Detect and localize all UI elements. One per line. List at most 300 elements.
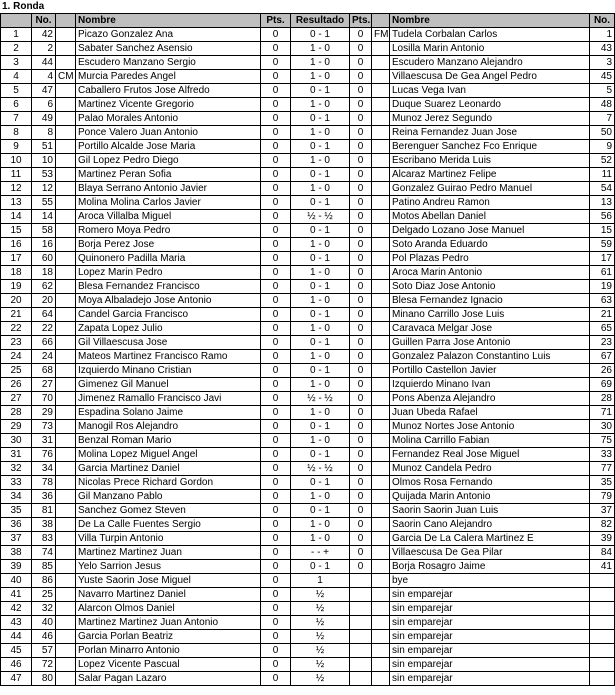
cell-white-pts: 0 [261, 588, 291, 602]
cell-white-pts: 0 [261, 630, 291, 644]
cell-white-no: 51 [32, 140, 56, 154]
cell-black-no: 43 [590, 42, 615, 56]
cell-result: 0 - 1 [291, 84, 350, 98]
cell-board: 6 [1, 98, 32, 112]
cell-result: 0 - 1 [291, 336, 350, 350]
header-title [56, 14, 76, 28]
cell-black-pts [350, 644, 372, 658]
cell-black-pts: 0 [350, 406, 372, 420]
cell-board: 31 [1, 448, 32, 462]
cell-white-no: 14 [32, 210, 56, 224]
cell-black-title [372, 630, 390, 644]
table-row [1, 546, 615, 560]
cell-black-name: sin emparejar [390, 658, 590, 672]
header-pts: Pts. [261, 14, 291, 28]
cell-board: 23 [1, 336, 32, 350]
cell-white-title [56, 588, 76, 602]
header-no2: No. [590, 14, 615, 28]
cell-result: 1 - 0 [291, 322, 350, 336]
cell-white-name: Picazo Gonzalez Ana [76, 28, 261, 42]
cell-result: 1 - 0 [291, 56, 350, 70]
table-row [1, 154, 615, 168]
cell-black-pts: 0 [350, 42, 372, 56]
cell-black-title [372, 98, 390, 112]
cell-board: 18 [1, 266, 32, 280]
cell-white-title [56, 630, 76, 644]
cell-black-pts: 0 [350, 266, 372, 280]
cell-black-title [372, 504, 390, 518]
cell-black-pts: 0 [350, 280, 372, 294]
cell-black-name: Soto Diaz Jose Antonio [390, 280, 590, 294]
cell-black-title [372, 154, 390, 168]
table-row [1, 280, 615, 294]
table-row [1, 392, 615, 406]
cell-board: 42 [1, 602, 32, 616]
cell-white-name: Molina Molina Carlos Javier [76, 196, 261, 210]
cell-black-title [372, 434, 390, 448]
cell-black-no: 28 [590, 392, 615, 406]
cell-result: 1 - 0 [291, 532, 350, 546]
cell-result: ½ [291, 588, 350, 602]
cell-white-name: Sabater Sanchez Asensio [76, 42, 261, 56]
cell-result: ½ - ½ [291, 462, 350, 476]
cell-black-title [372, 350, 390, 364]
cell-black-no: 59 [590, 238, 615, 252]
cell-white-title [56, 378, 76, 392]
cell-black-title [372, 140, 390, 154]
cell-black-name: Saorin Cano Alejandro [390, 518, 590, 532]
cell-black-pts [350, 588, 372, 602]
cell-white-pts: 0 [261, 56, 291, 70]
cell-white-no: 72 [32, 658, 56, 672]
cell-white-no: 57 [32, 644, 56, 658]
cell-white-pts: 0 [261, 336, 291, 350]
cell-white-name: Gil Lopez Pedro Diego [76, 154, 261, 168]
cell-white-title [56, 56, 76, 70]
cell-white-title [56, 154, 76, 168]
cell-black-title [372, 322, 390, 336]
cell-black-pts: 0 [350, 224, 372, 238]
cell-board: 2 [1, 42, 32, 56]
cell-black-pts: 0 [350, 434, 372, 448]
cell-white-title [56, 280, 76, 294]
cell-black-pts: 0 [350, 294, 372, 308]
cell-white-title [56, 644, 76, 658]
cell-white-pts: 0 [261, 518, 291, 532]
cell-black-no: 33 [590, 448, 615, 462]
cell-white-pts: 0 [261, 658, 291, 672]
cell-black-title [372, 196, 390, 210]
cell-white-pts: 0 [261, 252, 291, 266]
cell-white-no: 78 [32, 476, 56, 490]
cell-board: 27 [1, 392, 32, 406]
cell-white-pts: 0 [261, 462, 291, 476]
cell-result: ½ [291, 616, 350, 630]
cell-black-name: sin emparejar [390, 588, 590, 602]
cell-board: 28 [1, 406, 32, 420]
cell-white-pts: 0 [261, 224, 291, 238]
cell-black-pts [350, 602, 372, 616]
cell-white-pts: 0 [261, 476, 291, 490]
cell-black-no: 45 [590, 70, 615, 84]
cell-black-title [372, 560, 390, 574]
cell-white-name: Martinez Peran Sofia [76, 168, 261, 182]
cell-white-pts: 0 [261, 238, 291, 252]
cell-result: 1 - 0 [291, 266, 350, 280]
cell-black-name: Blesa Fernandez Ignacio [390, 294, 590, 308]
cell-board: 14 [1, 210, 32, 224]
table-row [1, 56, 615, 70]
cell-result: ½ [291, 602, 350, 616]
cell-black-name: Escudero Manzano Alejandro [390, 56, 590, 70]
cell-white-title [56, 350, 76, 364]
table-row [1, 308, 615, 322]
cell-white-pts: 0 [261, 490, 291, 504]
cell-white-name: Mateos Martinez Francisco Ramo [76, 350, 261, 364]
table-row [1, 28, 615, 42]
header-row [1, 14, 615, 28]
cell-black-pts: 0 [350, 504, 372, 518]
cell-white-no: 4 [32, 70, 56, 84]
cell-white-name: Espadina Solano Jaime [76, 406, 261, 420]
cell-black-pts: 0 [350, 28, 372, 42]
cell-white-name: Izquierdo Minano Cristian [76, 364, 261, 378]
cell-black-name: Gonzalez Palazon Constantino Luis [390, 350, 590, 364]
cell-black-title [372, 602, 390, 616]
cell-black-name: Munoz Candela Pedro [390, 462, 590, 476]
cell-black-pts: 0 [350, 490, 372, 504]
cell-black-pts: 0 [350, 154, 372, 168]
cell-result: 0 - 1 [291, 168, 350, 182]
cell-board: 9 [1, 140, 32, 154]
cell-black-title [372, 168, 390, 182]
cell-board: 12 [1, 182, 32, 196]
cell-black-name: Guillen Parra Jose Antonio [390, 336, 590, 350]
cell-white-name: Ponce Valero Juan Antonio [76, 126, 261, 140]
cell-black-no [590, 602, 615, 616]
cell-result: 0 - 1 [291, 224, 350, 238]
cell-board: 24 [1, 350, 32, 364]
cell-white-no: 22 [32, 322, 56, 336]
cell-black-no: 15 [590, 224, 615, 238]
cell-white-no: 31 [32, 434, 56, 448]
cell-white-title [56, 266, 76, 280]
cell-white-title [56, 364, 76, 378]
cell-black-name: Soto Aranda Eduardo [390, 238, 590, 252]
cell-board: 43 [1, 616, 32, 630]
cell-white-name: Sanchez Gomez Steven [76, 504, 261, 518]
cell-white-no: 18 [32, 266, 56, 280]
cell-white-title [56, 658, 76, 672]
cell-white-pts: 0 [261, 280, 291, 294]
cell-board: 44 [1, 630, 32, 644]
cell-white-no: 27 [32, 378, 56, 392]
header-title2 [372, 14, 390, 28]
cell-white-pts: 0 [261, 210, 291, 224]
cell-result: 0 - 1 [291, 448, 350, 462]
cell-black-title [372, 308, 390, 322]
header-name2: Nombre [390, 14, 590, 28]
cell-board: 26 [1, 378, 32, 392]
cell-black-name: Minano Carrillo Jose Luis [390, 308, 590, 322]
cell-board: 41 [1, 588, 32, 602]
cell-black-title [372, 294, 390, 308]
cell-black-title [372, 210, 390, 224]
cell-black-title [372, 672, 390, 686]
cell-white-name: Porlan Minarro Antonio [76, 644, 261, 658]
cell-white-name: Alarcon Olmos Daniel [76, 602, 261, 616]
cell-result: 1 - 0 [291, 70, 350, 84]
table-row [1, 112, 615, 126]
cell-black-title [372, 644, 390, 658]
cell-white-no: 2 [32, 42, 56, 56]
cell-black-title [372, 336, 390, 350]
cell-black-pts: 0 [350, 364, 372, 378]
cell-black-pts: 0 [350, 532, 372, 546]
cell-white-no: 83 [32, 532, 56, 546]
cell-board: 25 [1, 364, 32, 378]
cell-white-no: 47 [32, 84, 56, 98]
cell-black-pts: 0 [350, 462, 372, 476]
cell-black-title [372, 224, 390, 238]
cell-white-title [56, 504, 76, 518]
cell-board: 10 [1, 154, 32, 168]
cell-white-no: 60 [32, 252, 56, 266]
cell-white-no: 58 [32, 224, 56, 238]
cell-board: 16 [1, 238, 32, 252]
cell-white-no: 10 [32, 154, 56, 168]
cell-white-name: Benzal Roman Mario [76, 434, 261, 448]
cell-black-no [590, 630, 615, 644]
cell-white-title [56, 196, 76, 210]
table-row [1, 560, 615, 574]
cell-board: 17 [1, 252, 32, 266]
cell-black-title [372, 574, 390, 588]
cell-black-name: Pons Abenza Alejandro [390, 392, 590, 406]
round-title: 1. Ronda [2, 1, 45, 12]
table-row [1, 294, 615, 308]
cell-board: 35 [1, 504, 32, 518]
table-row [1, 644, 615, 658]
cell-black-name: bye [390, 574, 590, 588]
table-row [1, 168, 615, 182]
cell-black-name: Aroca Marin Antonio [390, 266, 590, 280]
cell-white-no: 34 [32, 462, 56, 476]
cell-white-name: Zapata Lopez Julio [76, 322, 261, 336]
cell-black-title [372, 378, 390, 392]
cell-result: 1 - 0 [291, 350, 350, 364]
cell-black-pts: 0 [350, 350, 372, 364]
cell-black-no: 3 [590, 56, 615, 70]
cell-white-name: De La Calle Fuentes Sergio [76, 518, 261, 532]
cell-black-title [372, 252, 390, 266]
header-no: No. [32, 14, 56, 28]
cell-black-pts: 0 [350, 98, 372, 112]
cell-white-no: 12 [32, 182, 56, 196]
header-pts2: Pts. [350, 14, 372, 28]
cell-black-no: 75 [590, 434, 615, 448]
cell-black-title [372, 364, 390, 378]
cell-black-title [372, 420, 390, 434]
cell-black-name: sin emparejar [390, 616, 590, 630]
table-row [1, 266, 615, 280]
cell-result: 0 - 1 [291, 476, 350, 490]
cell-black-pts: 0 [350, 196, 372, 210]
cell-white-pts: 0 [261, 532, 291, 546]
cell-white-title [56, 406, 76, 420]
cell-white-pts: 0 [261, 98, 291, 112]
cell-white-no: 86 [32, 574, 56, 588]
cell-white-name: Quinonero Padilla Maria [76, 252, 261, 266]
table-row [1, 602, 615, 616]
cell-black-no: 19 [590, 280, 615, 294]
cell-result: 0 - 1 [291, 140, 350, 154]
cell-white-title [56, 140, 76, 154]
cell-board: 20 [1, 294, 32, 308]
cell-white-title [56, 238, 76, 252]
cell-white-pts: 0 [261, 602, 291, 616]
table-row [1, 42, 615, 56]
cell-white-title [56, 546, 76, 560]
cell-white-pts: 0 [261, 196, 291, 210]
table-row [1, 462, 615, 476]
cell-black-no: 79 [590, 490, 615, 504]
table-row [1, 476, 615, 490]
cell-white-pts: 0 [261, 434, 291, 448]
header-board [1, 14, 32, 28]
cell-black-no: 41 [590, 560, 615, 574]
cell-black-title [372, 546, 390, 560]
cell-result: 0 - 1 [291, 28, 350, 42]
cell-result: ½ [291, 672, 350, 686]
cell-white-title [56, 182, 76, 196]
table-row [1, 490, 615, 504]
cell-white-pts: 0 [261, 546, 291, 560]
cell-white-title [56, 434, 76, 448]
cell-white-title [56, 42, 76, 56]
cell-black-no: 30 [590, 420, 615, 434]
cell-black-no: 48 [590, 98, 615, 112]
table-row [1, 448, 615, 462]
cell-white-title [56, 294, 76, 308]
table-row [1, 350, 615, 364]
cell-black-name: Olmos Rosa Fernando [390, 476, 590, 490]
cell-black-no: 9 [590, 140, 615, 154]
table-row [1, 70, 615, 84]
cell-white-name: Martinez Vicente Gregorio [76, 98, 261, 112]
cell-black-name: Alcaraz Martinez Felipe [390, 168, 590, 182]
cell-black-pts [350, 630, 372, 644]
cell-black-pts [350, 672, 372, 686]
cell-white-pts: 0 [261, 140, 291, 154]
cell-white-no: 49 [32, 112, 56, 126]
cell-black-pts: 0 [350, 126, 372, 140]
cell-black-name: Fernandez Real Jose Miguel [390, 448, 590, 462]
cell-white-name: Moya Albaladejo Jose Antonio [76, 294, 261, 308]
cell-white-no: 25 [32, 588, 56, 602]
cell-white-no: 64 [32, 308, 56, 322]
cell-black-no: 23 [590, 336, 615, 350]
cell-white-title [56, 518, 76, 532]
cell-black-name: Munoz Nortes Jose Antonio [390, 420, 590, 434]
cell-black-no: 1 [590, 28, 615, 42]
table-row [1, 420, 615, 434]
cell-black-pts: 0 [350, 448, 372, 462]
cell-result: - - + [291, 546, 350, 560]
cell-white-no: 73 [32, 420, 56, 434]
cell-black-no: 67 [590, 350, 615, 364]
cell-white-title [56, 574, 76, 588]
cell-white-no: 55 [32, 196, 56, 210]
cell-black-pts: 0 [350, 476, 372, 490]
table-row [1, 322, 615, 336]
table-row [1, 630, 615, 644]
cell-black-title [372, 112, 390, 126]
cell-result: 0 - 1 [291, 308, 350, 322]
cell-result: 0 - 1 [291, 252, 350, 266]
cell-white-title [56, 308, 76, 322]
cell-black-no [590, 588, 615, 602]
table-row [1, 518, 615, 532]
cell-white-pts: 0 [261, 420, 291, 434]
cell-white-no: 20 [32, 294, 56, 308]
cell-black-name: Garcia De La Calera Martinez E [390, 532, 590, 546]
cell-black-name: Reina Fernandez Juan Jose [390, 126, 590, 140]
cell-result: 0 - 1 [291, 504, 350, 518]
cell-board: 7 [1, 112, 32, 126]
table-row [1, 658, 615, 672]
cell-result: 0 - 1 [291, 280, 350, 294]
cell-black-no: 56 [590, 210, 615, 224]
cell-result: 0 - 1 [291, 112, 350, 126]
cell-black-no: 5 [590, 84, 615, 98]
cell-black-name: Molina Carrillo Fabian [390, 434, 590, 448]
cell-white-pts: 0 [261, 504, 291, 518]
cell-black-name: sin emparejar [390, 672, 590, 686]
cell-white-title [56, 252, 76, 266]
cell-black-no [590, 644, 615, 658]
cell-black-no: 17 [590, 252, 615, 266]
cell-white-pts: 0 [261, 112, 291, 126]
cell-white-title [56, 448, 76, 462]
cell-black-no [590, 658, 615, 672]
cell-board: 21 [1, 308, 32, 322]
cell-black-pts: 0 [350, 518, 372, 532]
cell-black-name: Tudela Corbalan Carlos [390, 28, 590, 42]
table-row [1, 126, 615, 140]
header-name: Nombre [76, 14, 261, 28]
cell-white-no: 70 [32, 392, 56, 406]
cell-white-title [56, 490, 76, 504]
cell-white-pts: 0 [261, 168, 291, 182]
cell-black-name: Berenguer Sanchez Fco Enrique [390, 140, 590, 154]
cell-white-no: 74 [32, 546, 56, 560]
cell-result: 1 - 0 [291, 378, 350, 392]
cell-board: 5 [1, 84, 32, 98]
cell-result: 0 - 1 [291, 364, 350, 378]
cell-board: 30 [1, 434, 32, 448]
cell-white-name: Lopez Marin Pedro [76, 266, 261, 280]
cell-black-pts: 0 [350, 546, 372, 560]
cell-white-title [56, 532, 76, 546]
cell-black-no: 39 [590, 532, 615, 546]
cell-black-no [590, 616, 615, 630]
cell-black-name: Villaescusa De Gea Angel Pedro [390, 70, 590, 84]
cell-white-no: 53 [32, 168, 56, 182]
cell-white-title [56, 336, 76, 350]
cell-black-no: 26 [590, 364, 615, 378]
cell-result: 1 - 0 [291, 238, 350, 252]
